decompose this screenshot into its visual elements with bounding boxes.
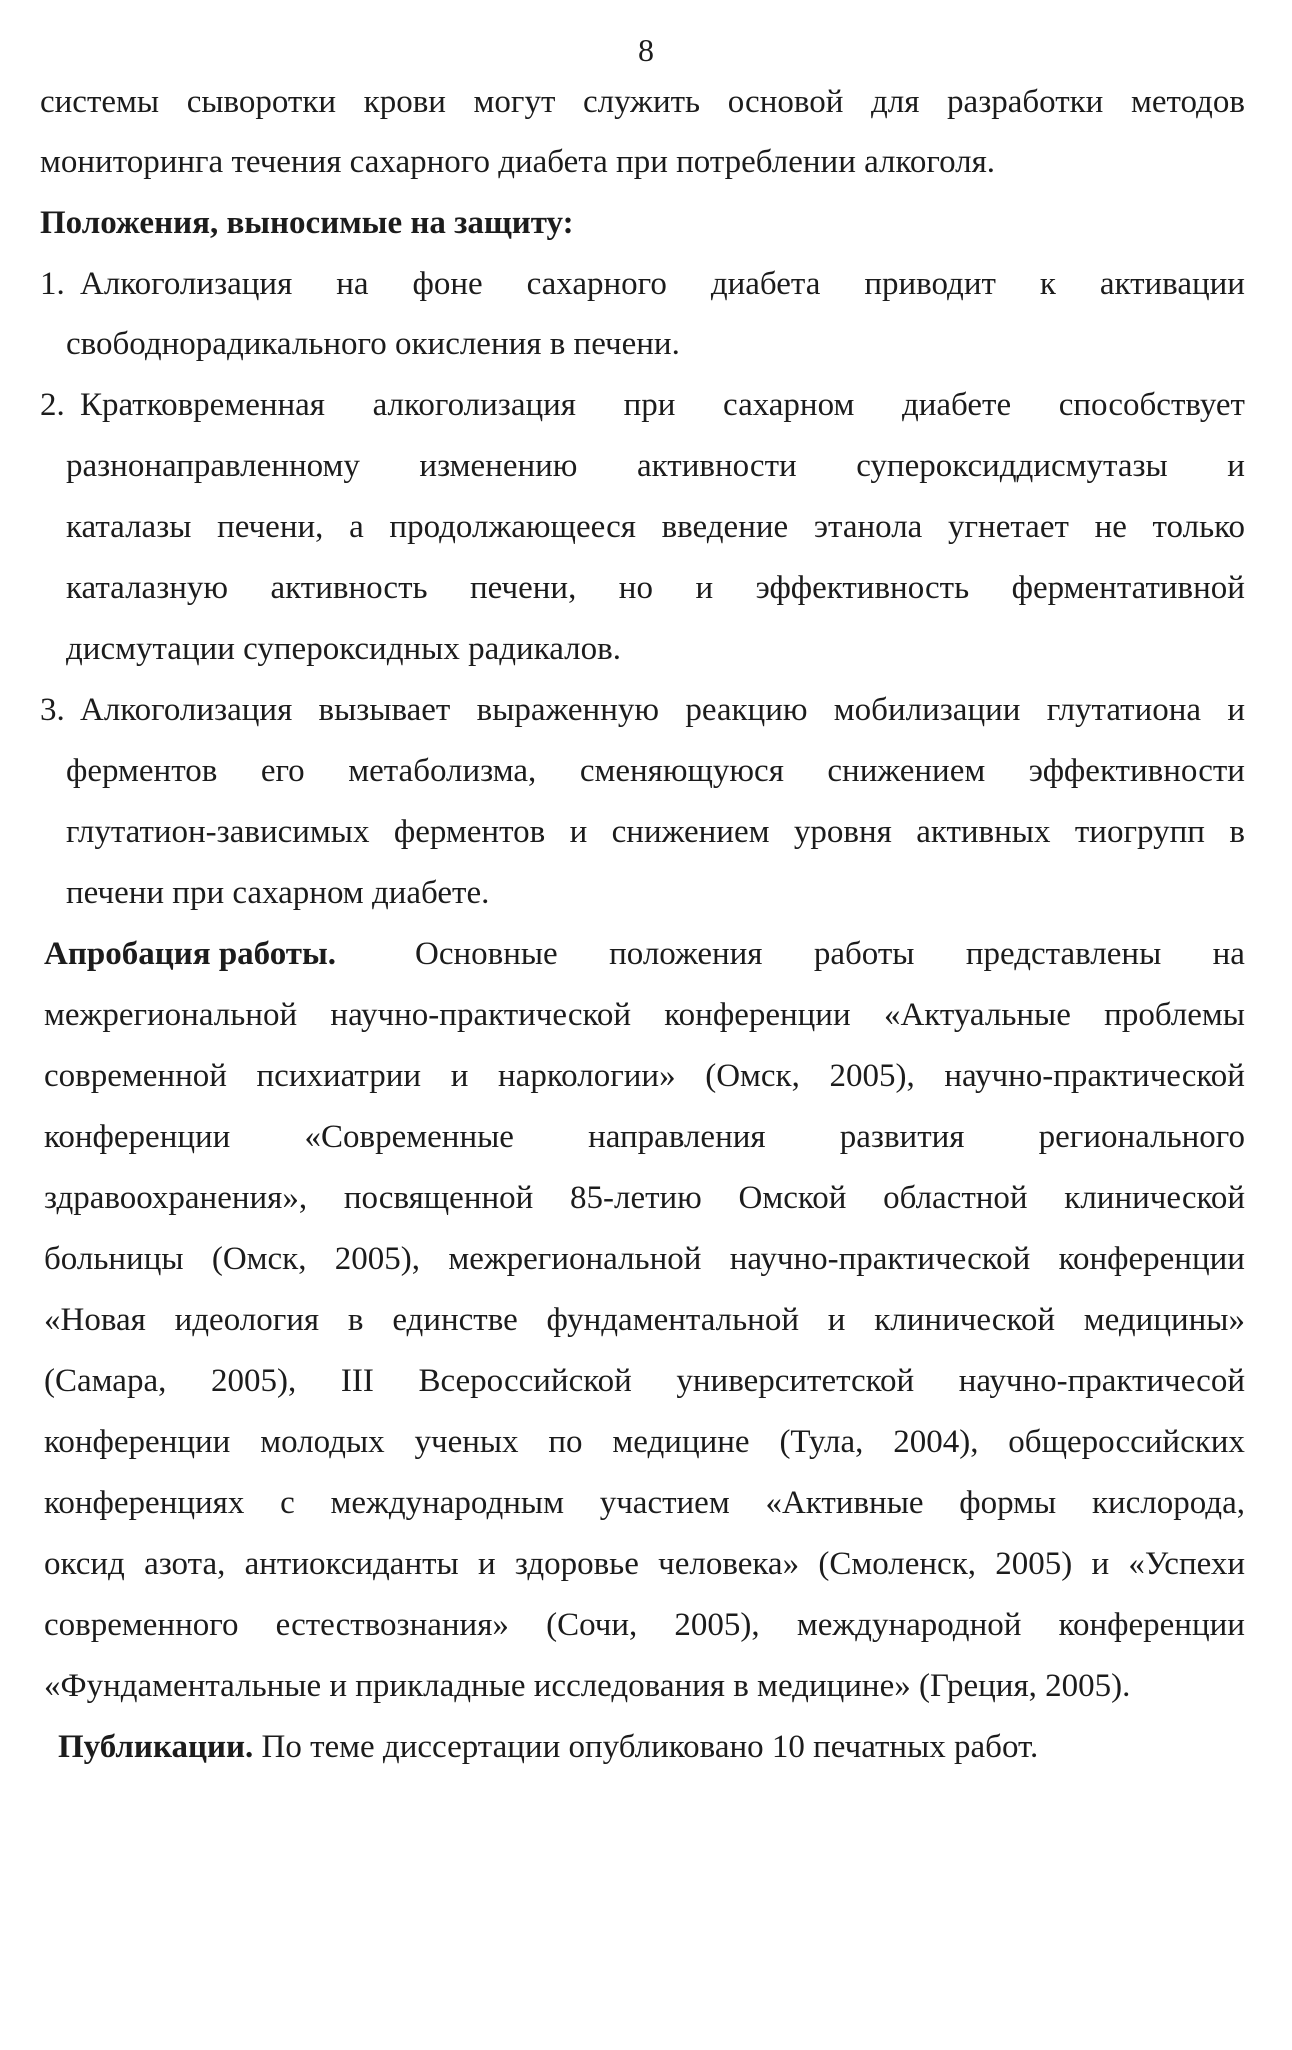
word: (Смоленск, xyxy=(818,1546,976,1582)
approbation-line xyxy=(44,1176,1245,1220)
intro-line: мониторинга течения сахарного диабета при потреблении алкоголя. xyxy=(40,144,996,180)
word: кислорода, xyxy=(1091,1485,1245,1521)
word: ферментов xyxy=(393,814,546,850)
word: эффективности xyxy=(1028,753,1245,789)
word: этанола xyxy=(813,509,923,545)
word: его xyxy=(260,753,305,789)
word: сыворотки xyxy=(186,84,337,120)
list-item-line xyxy=(66,810,1245,854)
list-number: 3. xyxy=(40,692,65,728)
word: реакцию xyxy=(685,692,808,728)
word: сменяющуюся xyxy=(579,753,784,789)
publications-paragraph xyxy=(58,1725,1038,1769)
word: глутатион-зависимых xyxy=(66,814,370,850)
word: здоровье xyxy=(514,1546,639,1582)
word: Кратковременная xyxy=(80,387,325,423)
word: приводит xyxy=(864,266,996,302)
word: в xyxy=(1229,814,1245,850)
approbation-line xyxy=(44,1420,1245,1464)
word: печени, xyxy=(470,570,577,606)
word: и xyxy=(1227,448,1245,484)
word: алкоголизация xyxy=(372,387,576,423)
word: (Тула, xyxy=(779,1424,864,1460)
word: развития xyxy=(839,1119,965,1155)
word: тиогрупп xyxy=(1074,814,1205,850)
word: Омской xyxy=(738,1180,847,1216)
word: активации xyxy=(1099,266,1245,302)
word: конференции xyxy=(1058,1241,1245,1277)
word: мобилизации xyxy=(833,692,1021,728)
word: и xyxy=(1091,1546,1110,1582)
word: и xyxy=(827,1302,846,1338)
word: разработки xyxy=(947,84,1104,120)
word: по xyxy=(548,1424,583,1460)
approbation-line xyxy=(415,932,1245,976)
word: 2004), xyxy=(893,1424,979,1460)
word: при xyxy=(623,387,676,423)
approbation-line xyxy=(44,1298,1245,1342)
list-item-line xyxy=(80,383,1245,427)
word: международной xyxy=(796,1607,1022,1643)
word: каталазы xyxy=(66,509,192,545)
word: оксид xyxy=(44,1546,125,1582)
word: каталазную xyxy=(66,570,229,606)
word: конференции xyxy=(44,1119,231,1155)
word: фоне xyxy=(412,266,483,302)
page-number: 8 xyxy=(638,32,654,68)
word: межрегиональной xyxy=(448,1241,702,1277)
word: современного xyxy=(44,1607,239,1643)
list-item-line xyxy=(80,262,1245,306)
word: III xyxy=(340,1363,374,1399)
approbation-line xyxy=(44,1542,1245,1586)
word: регионального xyxy=(1038,1119,1245,1155)
word: но xyxy=(618,570,653,606)
word: (Самара, xyxy=(44,1363,167,1399)
word: и xyxy=(1227,692,1245,728)
word: Основные xyxy=(415,936,558,972)
word: продолжающееся xyxy=(389,509,636,545)
approbation-line xyxy=(44,1603,1245,1647)
list-item-line xyxy=(80,688,1245,732)
word: конференциях xyxy=(44,1485,245,1521)
word: (Омск, xyxy=(705,1058,800,1094)
word: и xyxy=(569,814,588,850)
word: для xyxy=(871,84,920,120)
approbation-line xyxy=(44,993,1245,1037)
word: наркологии» xyxy=(498,1058,676,1094)
word: к xyxy=(1039,266,1056,302)
list-item-line: дисмутации супероксидных радикалов. xyxy=(66,631,621,667)
word: печени, xyxy=(217,509,324,545)
word: межрегиональной xyxy=(44,997,298,1033)
word: сахарного xyxy=(526,266,667,302)
word: «Активные xyxy=(765,1485,924,1521)
word: здравоохранения», xyxy=(44,1180,308,1216)
word: диабете xyxy=(901,387,1012,423)
word: областной xyxy=(883,1180,1028,1216)
word: посвященной xyxy=(343,1180,534,1216)
approbation-line xyxy=(44,1237,1245,1281)
approbation-line xyxy=(44,1054,1245,1098)
word: 2005), xyxy=(829,1058,915,1094)
word: уровня xyxy=(793,814,892,850)
word: способствует xyxy=(1058,387,1245,423)
approbation-first-line xyxy=(44,932,1245,976)
word: глутатиона xyxy=(1046,692,1202,728)
word: системы xyxy=(40,84,160,120)
word: могут xyxy=(473,84,556,120)
word: снижением xyxy=(827,753,986,789)
word: активность xyxy=(270,570,428,606)
word: научно-практической xyxy=(330,997,631,1033)
word: конференции xyxy=(664,997,851,1033)
word: участием xyxy=(599,1485,730,1521)
word: азота, xyxy=(144,1546,226,1582)
word: «Новая xyxy=(44,1302,146,1338)
list-item-line xyxy=(66,505,1245,549)
word: в xyxy=(347,1302,364,1338)
word: диабета xyxy=(710,266,821,302)
word: «Актуальные xyxy=(883,997,1071,1033)
word: больницы xyxy=(44,1241,184,1277)
word: на xyxy=(336,266,369,302)
word: методов xyxy=(1130,84,1245,120)
word: научно-практической xyxy=(944,1058,1245,1094)
word: основой xyxy=(727,84,844,120)
word: проблемы xyxy=(1104,997,1245,1033)
word: направления xyxy=(588,1119,766,1155)
word: идеология xyxy=(174,1302,320,1338)
word: Алкоголизация xyxy=(80,692,293,728)
theses-heading: Положения, выносимые на защиту: xyxy=(40,205,574,241)
word: и xyxy=(695,570,714,606)
word: человека» xyxy=(658,1546,800,1582)
word: конференции xyxy=(1058,1607,1245,1643)
word: только xyxy=(1152,509,1245,545)
word: 85-летию xyxy=(570,1180,702,1216)
word: вызывает xyxy=(318,692,451,728)
word: (Сочи, xyxy=(546,1607,638,1643)
publications-heading: Публикации. xyxy=(58,1729,254,1765)
word: антиоксиданты xyxy=(244,1546,459,1582)
word: работы xyxy=(813,936,915,972)
word: на xyxy=(1212,936,1245,972)
word: эффективность xyxy=(755,570,970,606)
word: молодых xyxy=(260,1424,385,1460)
word: крови xyxy=(363,84,446,120)
word: психиатрии xyxy=(256,1058,422,1094)
word: служить xyxy=(583,84,701,120)
word: и xyxy=(477,1546,496,1582)
word: 2005), xyxy=(210,1363,297,1399)
word: «Успехи xyxy=(1128,1546,1245,1582)
list-item-line: свободнорадикального окисления в печени. xyxy=(66,326,680,362)
word: медицине xyxy=(612,1424,750,1460)
word: (Омск, xyxy=(211,1241,307,1277)
approbation-line xyxy=(44,1481,1245,1525)
approbation-line xyxy=(44,1115,1245,1159)
list-number: 1. xyxy=(40,266,65,302)
word: угнетает xyxy=(948,509,1069,545)
word: представлены xyxy=(965,936,1162,972)
word: сахарном xyxy=(723,387,855,423)
word: международным xyxy=(330,1485,564,1521)
word: метаболизма, xyxy=(348,753,537,789)
word: общероссийских xyxy=(1008,1424,1245,1460)
list-item-line xyxy=(66,444,1245,488)
word: университетской xyxy=(676,1363,915,1399)
word: снижением xyxy=(611,814,770,850)
publications-text: По теме диссертации опубликовано 10 печатных работ. xyxy=(261,1729,1039,1765)
word: формы xyxy=(959,1485,1057,1521)
list-number: 2. xyxy=(40,387,65,423)
word: активных xyxy=(916,814,1051,850)
word: Всероссийской xyxy=(418,1363,632,1399)
word: ученых xyxy=(414,1424,519,1460)
word: 2005) xyxy=(995,1546,1073,1582)
approbation-heading: Апробация работы. xyxy=(44,936,337,972)
list-item-line xyxy=(66,749,1245,793)
word: изменению xyxy=(419,448,578,484)
word: и xyxy=(450,1058,469,1094)
word: а xyxy=(349,509,364,545)
word: 2005), xyxy=(674,1607,760,1643)
word: научно-практичесой xyxy=(958,1363,1245,1399)
word: «Современные xyxy=(304,1119,514,1155)
word: введение xyxy=(661,509,789,545)
word: ферментативной xyxy=(1011,570,1245,606)
word: единстве xyxy=(392,1302,518,1338)
word: не xyxy=(1094,509,1127,545)
word: конференции xyxy=(44,1424,231,1460)
word: 2005), xyxy=(334,1241,421,1277)
word: разнонаправленному xyxy=(66,448,360,484)
word: активности xyxy=(637,448,797,484)
word: фундаментальной xyxy=(546,1302,799,1338)
word: супероксиддисмутазы xyxy=(856,448,1168,484)
word: клинической xyxy=(1064,1180,1245,1216)
word: научно-практической xyxy=(729,1241,1031,1277)
word: выраженную xyxy=(476,692,660,728)
word: клинической xyxy=(874,1302,1055,1338)
approbation-line: «Фундаментальные и прикладные исследования в медицине» (Греция, 2005). xyxy=(44,1668,1131,1704)
list-item-line xyxy=(66,566,1245,610)
approbation-line xyxy=(44,1359,1245,1403)
word: Алкоголизация xyxy=(80,266,293,302)
word: современной xyxy=(44,1058,227,1094)
list-item-line: печени при сахарном диабете. xyxy=(66,875,490,911)
word: с xyxy=(280,1485,295,1521)
intro-line xyxy=(40,80,1245,124)
word: ферментов xyxy=(66,753,218,789)
word: положения xyxy=(609,936,763,972)
word: медицины» xyxy=(1083,1302,1245,1338)
word: естествознания» xyxy=(275,1607,509,1643)
